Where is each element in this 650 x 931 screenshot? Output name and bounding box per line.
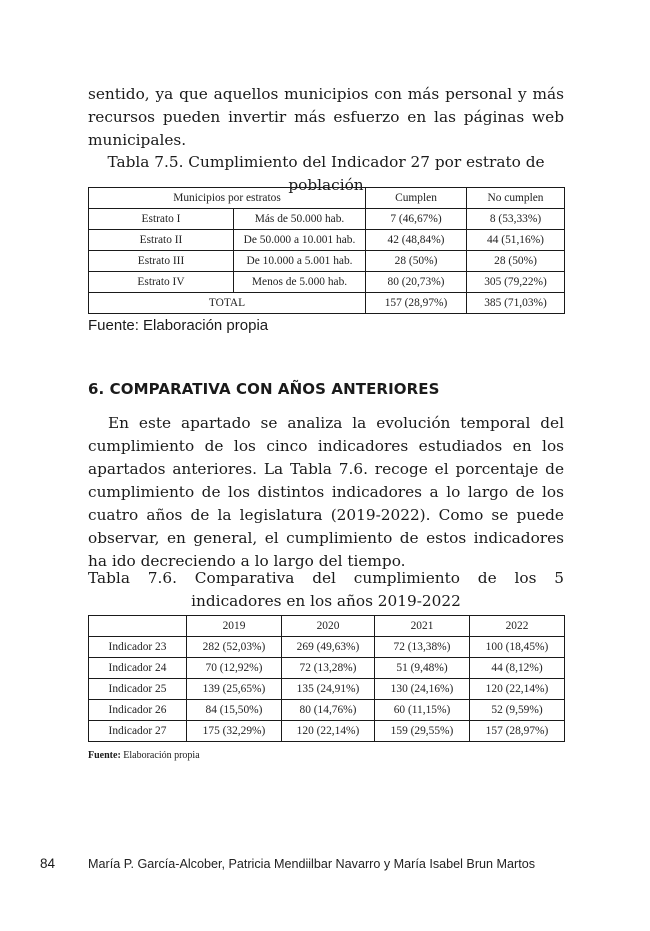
table-row bbox=[89, 637, 565, 658]
table-row bbox=[89, 721, 565, 742]
value-cell: 282 (52,03%) bbox=[187, 637, 282, 658]
header-year: 2020 bbox=[282, 616, 375, 637]
source-text: Elaboración propia bbox=[120, 750, 200, 761]
page-number: 84 bbox=[40, 856, 56, 871]
value-cell: 159 (29,55%) bbox=[375, 721, 470, 742]
table-row bbox=[89, 272, 565, 293]
estrato-cell: Estrato I bbox=[89, 209, 234, 230]
table-7-6-caption: Tabla 7.6. Comparativa del cumplimiento de los 5 indicadores en los años 2019-2022 bbox=[88, 569, 564, 610]
table-row bbox=[89, 230, 565, 251]
table-7-5 bbox=[88, 187, 565, 314]
table-7-6 bbox=[88, 615, 565, 742]
total-label: TOTAL bbox=[89, 293, 366, 314]
value-cell: 80 (14,76%) bbox=[282, 700, 375, 721]
rango-cell: De 50.000 a 10.001 hab. bbox=[234, 230, 366, 251]
value-cell: 60 (11,15%) bbox=[375, 700, 470, 721]
footer-authors: María P. García-Alcober, Patricia Mendiilbar Navarro y María Isabel Brun Martos bbox=[88, 857, 536, 871]
no-cumplen-cell: 44 (51,16%) bbox=[467, 230, 565, 251]
rango-cell: De 10.000 a 5.001 hab. bbox=[234, 251, 366, 272]
table-7-6-source bbox=[88, 749, 200, 763]
section-heading: 6. COMPARATIVA CON AÑOS ANTERIORES bbox=[88, 380, 440, 398]
value-cell: 139 (25,65%) bbox=[187, 679, 282, 700]
value-cell: 135 (24,91%) bbox=[282, 679, 375, 700]
header-year: 2022 bbox=[470, 616, 565, 637]
indicator-label: Indicador 26 bbox=[89, 700, 187, 721]
table-row bbox=[89, 209, 565, 230]
value-cell: 51 (9,48%) bbox=[375, 658, 470, 679]
table-7-5-source: Fuente: Elaboración propia bbox=[88, 317, 269, 334]
value-cell: 269 (49,63%) bbox=[282, 637, 375, 658]
estrato-cell: Estrato III bbox=[89, 251, 234, 272]
source-label: Fuente: bbox=[88, 750, 121, 761]
table-row bbox=[89, 679, 565, 700]
value-cell: 70 (12,92%) bbox=[187, 658, 282, 679]
value-cell: 120 (22,14%) bbox=[470, 679, 565, 700]
header-no-cumplen: No cumplen bbox=[467, 188, 565, 209]
header-year: 2021 bbox=[375, 616, 470, 637]
value-cell: 72 (13,28%) bbox=[282, 658, 375, 679]
table-row bbox=[89, 658, 565, 679]
cumplen-cell: 28 (50%) bbox=[366, 251, 467, 272]
value-cell: 100 (18,45%) bbox=[470, 637, 565, 658]
header-empty bbox=[89, 616, 187, 637]
no-cumplen-cell: 28 (50%) bbox=[467, 251, 565, 272]
table-header-row bbox=[89, 188, 565, 209]
intro-paragraph: sentido, ya que aquellos municipios con más personal y más recursos pueden invertir más esfuerzo en las páginas web municipales. bbox=[88, 85, 564, 149]
estrato-cell: Estrato IV bbox=[89, 272, 234, 293]
table-row bbox=[89, 700, 565, 721]
indicator-label: Indicador 25 bbox=[89, 679, 187, 700]
header-municipios: Municipios por estratos bbox=[89, 188, 366, 209]
indicator-label: Indicador 24 bbox=[89, 658, 187, 679]
table-total-row bbox=[89, 293, 565, 314]
header-cumplen: Cumplen bbox=[366, 188, 467, 209]
table-row bbox=[89, 251, 565, 272]
estrato-cell: Estrato II bbox=[89, 230, 234, 251]
header-year: 2019 bbox=[187, 616, 282, 637]
total-cumplen-cell: 157 (28,97%) bbox=[366, 293, 467, 314]
value-cell: 157 (28,97%) bbox=[470, 721, 565, 742]
rango-cell: Más de 50.000 hab. bbox=[234, 209, 366, 230]
table-header-row bbox=[89, 616, 565, 637]
value-cell: 44 (8,12%) bbox=[470, 658, 565, 679]
total-no-cumplen-cell: 385 (71,03%) bbox=[467, 293, 565, 314]
rango-cell: Menos de 5.000 hab. bbox=[234, 272, 366, 293]
indicator-label: Indicador 23 bbox=[89, 637, 187, 658]
value-cell: 120 (22,14%) bbox=[282, 721, 375, 742]
section-paragraph: En este apartado se analiza la evolución temporal del cumplimiento de los cinco indicadores estudiados en los apartados anteriores. La Tabla 7.6. recoge el porcentaje de cumplimiento de los distintos indicadores a lo largo de los cuatro años de la legislatura (2019-2022). Como se puede observar, en general, el cumplimiento de estos indicadores ha ido decreciendo a lo largo del tiempo. bbox=[88, 414, 564, 570]
cumplen-cell: 42 (48,84%) bbox=[366, 230, 467, 251]
cumplen-cell: 80 (20,73%) bbox=[366, 272, 467, 293]
value-cell: 130 (24,16%) bbox=[375, 679, 470, 700]
value-cell: 72 (13,38%) bbox=[375, 637, 470, 658]
cumplen-cell: 7 (46,67%) bbox=[366, 209, 467, 230]
no-cumplen-cell: 305 (79,22%) bbox=[467, 272, 565, 293]
table-7-5-caption: Tabla 7.5. Cumplimiento del Indicador 27 por estrato de población bbox=[107, 153, 545, 194]
indicator-label: Indicador 27 bbox=[89, 721, 187, 742]
value-cell: 52 (9,59%) bbox=[470, 700, 565, 721]
no-cumplen-cell: 8 (53,33%) bbox=[467, 209, 565, 230]
value-cell: 175 (32,29%) bbox=[187, 721, 282, 742]
value-cell: 84 (15,50%) bbox=[187, 700, 282, 721]
